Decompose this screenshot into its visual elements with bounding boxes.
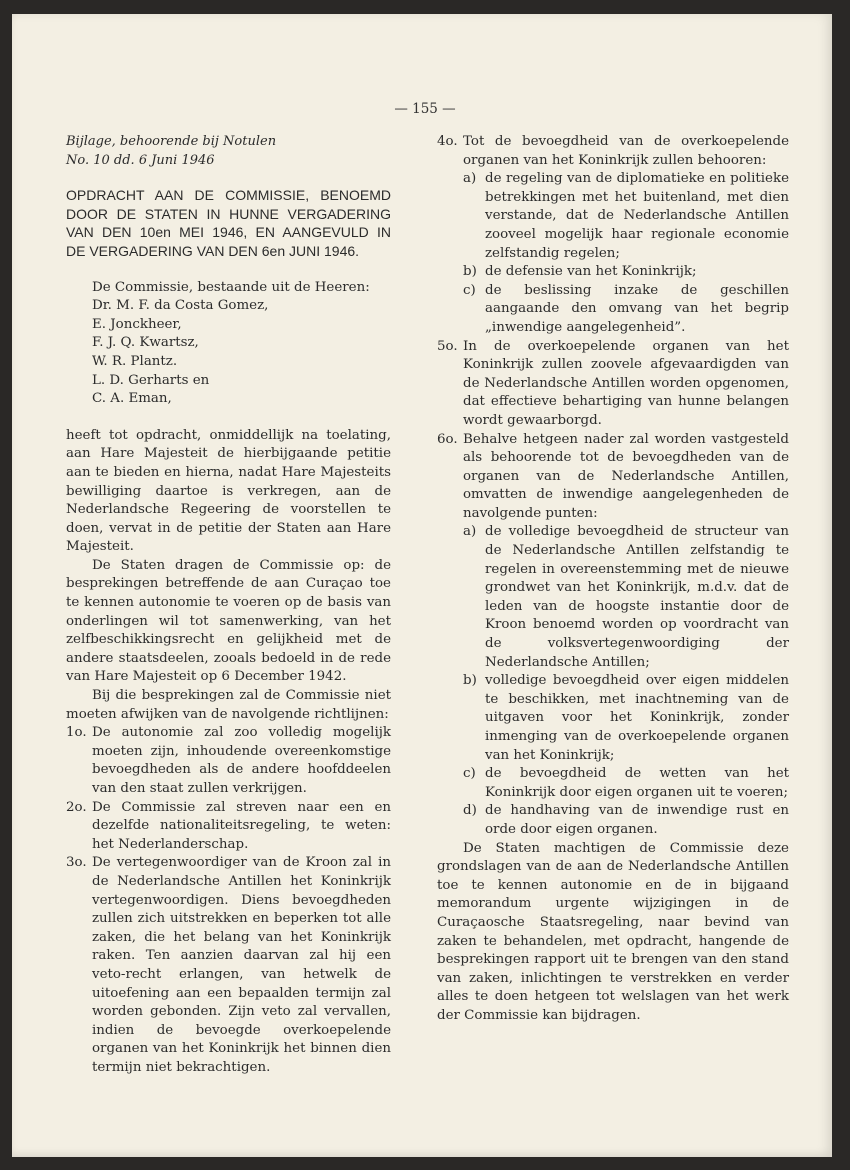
sub-item-text: de defensie van het Koninkrijk; [485, 264, 697, 280]
heading-line: VAN DEN 10en MEI 1946, EN AANGEVULD IN [66, 224, 391, 241]
sub-item [463, 263, 789, 282]
sub-item-letter: b) [463, 673, 477, 689]
guideline-number: 1o. [66, 725, 87, 741]
sub-item-letter: c) [463, 766, 476, 782]
sub-item [463, 802, 789, 839]
guideline-text: Behalve hetgeen nader zal worden vastgesteld als behoorende tot de bevoegdheden van de organen van de Nederlandsche Antillen, omvatten de inwendige aangelegenheden de navolgende punten: [463, 431, 789, 521]
guideline-item [66, 854, 391, 1077]
member-list [92, 279, 391, 409]
sub-item [463, 523, 789, 672]
guideline-text: Tot de bevoegdheid van de overkoepelende organen van het Koninkrijk zullen behooren: [463, 134, 789, 168]
guideline-text: In de overkoepelende organen van het Koninkrijk zullen zoovele afgevaardigden van de Nederlandsche Antillen worden opgenomen, dat effectieve behartiging van hunne belangen wordt gewaarborgd. [463, 338, 789, 428]
sub-item-text: volledige bevoegdheid over eigen middelen te beschikken, met inachtneming van de uitgaven voor het Koninkrijk, zonder inmenging van de overkoepelende organen van het Koninkrijk; [485, 673, 789, 763]
member-name: Dr. M. F. da Costa Gomez, [92, 298, 269, 314]
sub-item-text: de handhaving van de inwendige rust en orde door eigen organen. [485, 803, 789, 837]
paragraph-guidelines-intro: Bij die besprekingen zal de Commissie niet moeten afwijken van de navolgende richtlijnen: [66, 688, 391, 722]
annex-header-line-1: Bijlage, behoorende bij Notulen [66, 134, 277, 149]
guideline-item [66, 799, 391, 855]
member-name: E. Jonckheer, [92, 316, 182, 332]
member-name: L. D. Gerharts en [92, 372, 210, 388]
sub-item [463, 765, 789, 802]
annex-header-line-2: No. 10 dd. 6 Juni 1946 [66, 152, 215, 168]
guideline-number: 5o. [437, 338, 458, 354]
member-list-intro: De Commissie, bestaande uit de Heeren: [92, 279, 370, 295]
guideline-item [437, 338, 789, 431]
sub-item [463, 170, 789, 263]
paragraph-instruction: De Staten dragen de Commissie op: de besprekingen betreffende de aan Curaçao toe te kennen autonomie te voeren op de basis van onderlingen wil tot samenwerking, van het zelfbeschikkingsrecht en gelijkheid met de andere staatsdeelen, zooals bedoeld in de rede van Hare Majesteit op 6 December 1942. [66, 557, 391, 685]
sub-item-letter: b) [463, 264, 477, 280]
guideline-number: 4o. [437, 134, 458, 149]
guideline-text: De Commissie zal streven naar een en dezelfde nationaliteitsregeling, te weten: het Nederlanderschap. [92, 799, 391, 852]
guideline-text: De vertegenwoordiger van de Kroon zal in de Nederlandsche Antillen het Koninkrijk vertegenwoordigen. Diens bevoegdheden zullen zich uitstrekken en beperken tot alle zaken, die het belang van het Koninkrijk raken. Ten aanzien daarvan zal hij een veto-recht erlangen, van hetwelk de uitoefening aan een bepaalden termijn zal worden gebonden. Zijn veto zal vervallen, indien de bevoegde overkoepelende organen van het Koninkrijk het binnen dien termijn niet bekrachtigen. [92, 855, 391, 1075]
sub-item-letter: a) [463, 524, 477, 540]
paragraph-closing: De Staten machtigen de Commissie deze grondslagen van de aan de Nederlandsche Antillen toe te kennen autonomie en de in bijgaand memorandum urgente wijzigingen in de Curaçaosche Staatsregeling, naar bevind van zaken te behandelen, met opdracht, hangende de besprekingen rapport uit te brengen van den stand van zaken, inlichtingen te verstrekken en verder alles te doen hetgeen tot welslagen van het werk der Commissie kan bijdragen. [437, 840, 789, 1023]
guideline-item [437, 431, 789, 524]
sub-item-letter: d) [463, 803, 477, 819]
sub-item-text: de regeling van de diplomatieke en politieke betrekkingen met het buitenland, met dien verstande, dat de Nederlandsche Antillen zooveel mogelijk haar regionale economie zelfstandig regelen; [485, 171, 789, 261]
annex-header [66, 133, 391, 170]
member-name: W. R. Plantz. [92, 353, 178, 369]
sub-item [463, 282, 789, 338]
left-column [66, 133, 391, 1078]
sub-item-text: de bevoegdheid de wetten van het Koninkrijk door eigen organen uit te voeren; [485, 766, 789, 800]
guideline-item [437, 133, 789, 170]
heading-line: OPDRACHT AAN DE COMMISSIE, BENOEMD [66, 187, 391, 204]
guideline-item [66, 724, 391, 798]
paragraph-mandate: heeft tot opdracht, onmiddellijk na toelating, aan Hare Majesteit de hierbijgaande petitie aan te bieden en hierna, nadat Hare Majesteits bewilliging daartoe is verkregen, aan de Nederlandsche Regeering de voorstellen te doen, vervat in de petitie der Staten aan Hare Majesteit. [66, 427, 391, 555]
sub-item-text: de volledige bevoegdheid de structeur van de Nederlandsche Antillen zelfstandig te regelen in overeenstemming met de nieuwe grondwet van het Koninkrijk, m.d.v. dat de leden van de hoogste instantie door de Kroon benoemd worden op voordracht van de volksvertegenwoordiging der Nederlandsche Antillen; [485, 524, 789, 670]
member-name: C. A. Eman, [92, 391, 172, 407]
guideline-number: 3o. [66, 855, 87, 871]
heading-line: DE VERGADERING VAN DEN 6en JUNI 1946. [66, 242, 360, 259]
sub-item-text: de beslissing inzake de geschillen aangaande den omvang van het begrip „inwendige aangelegenheid”. [485, 282, 789, 335]
guideline-number: 2o. [66, 799, 87, 815]
sub-item-letter: c) [463, 282, 476, 298]
document-heading [66, 186, 391, 260]
right-column [437, 133, 789, 1026]
sub-item [463, 672, 789, 765]
page-number: — 155 — [394, 101, 456, 117]
guideline-number: 6o. [437, 431, 458, 447]
guideline-text: De autonomie zal zoo volledig mogelijk moeten zijn, inhoudende overeenkomstige bevoegdheden als de andere hoofddeelen van den staat zullen verkrijgen. [92, 725, 391, 796]
sub-item-letter: a) [463, 171, 477, 187]
heading-line: DOOR DE STATEN IN HUNNE VERGADERING [66, 205, 391, 222]
member-name: F. J. Q. Kwartsz, [92, 335, 199, 351]
